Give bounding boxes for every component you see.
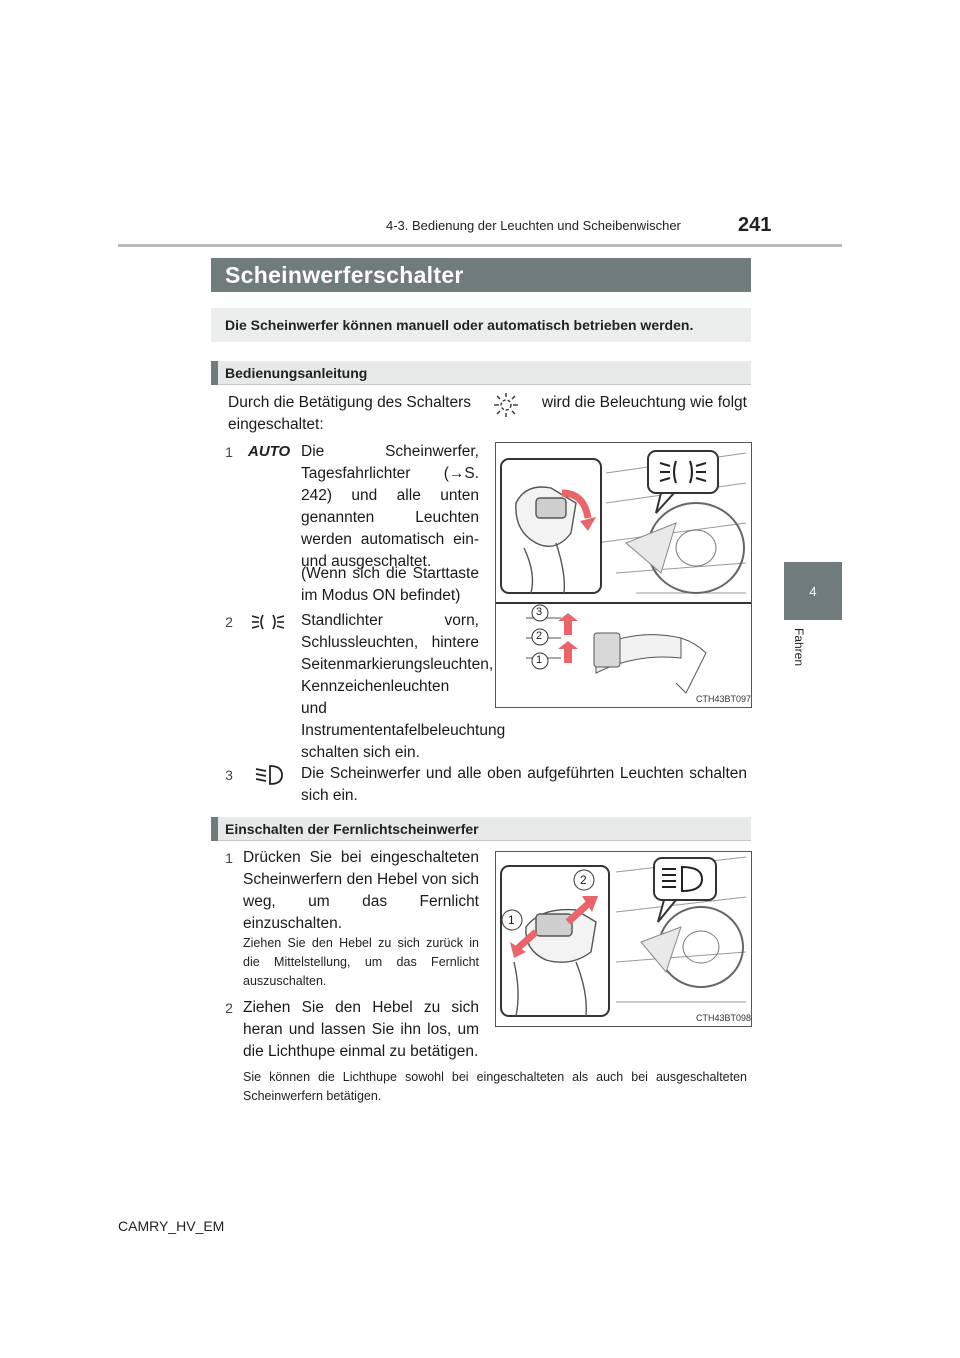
- header-rule: [118, 244, 842, 247]
- item-text-3: Die Scheinwerfer und alle oben aufgeführten Leuchten schalten sich ein.: [301, 765, 747, 804]
- figure-drawing: [496, 852, 751, 1026]
- figure-code: CTH43BT098: [696, 1013, 752, 1023]
- section-heading-text: Bedienungsanleitung: [225, 365, 368, 381]
- auto-icon: AUTO: [248, 443, 291, 460]
- lead-text-part2: wird die Beleuchtung wie folgt: [541, 394, 747, 411]
- step-number-2: 2: [225, 1000, 233, 1016]
- step-number-1: 1: [225, 850, 233, 866]
- figure-headlight-switch: [495, 442, 752, 708]
- lead-text-part1: Durch die Betätigung des Schalters: [228, 394, 471, 411]
- parking-light-icon: [250, 611, 286, 633]
- figure-code: CTH43BT097: [696, 694, 752, 704]
- footnote: Sie können die Lichthupe sowohl bei eingeschalteten als auch bei ausgeschalteten Scheinwerfern betätigen.: [243, 1070, 747, 1103]
- section-heading-operation: [211, 361, 751, 385]
- item-number-2: 2: [225, 614, 233, 630]
- chapter-tab: [784, 562, 842, 620]
- step-text-1: Drücken Sie bei eingeschalteten Scheinwerfern den Hebel von sich weg, um das Fernlicht einzuschalten.: [243, 849, 479, 932]
- step-note-1: Ziehen Sie den Hebel zu sich zurück in die Mittelstellung, um das Fernlicht auszuschalten.: [243, 936, 479, 988]
- item-text-1: Die Scheinwerfer, Tagesfahrlichter (→S. 242) und alle unten genannten Leuchten werden automatisch ein- und ausgeschaltet.: [301, 443, 479, 570]
- lead-text-line2: eingeschaltet:: [228, 416, 324, 433]
- chapter-label: [790, 628, 810, 688]
- item-text-2: Standlichter vorn, Schlussleuchten, hintere Seitenmarkierungsleuchten, Kennzeichenleuchten und Instrumententafelbeleuchtung schalten sich ein.: [301, 612, 506, 761]
- callout-1: 1: [508, 913, 515, 927]
- callout-2: 2: [536, 630, 543, 642]
- page-number: 241: [738, 214, 772, 236]
- callout-3: 3: [536, 606, 543, 618]
- callout-2: 2: [580, 873, 587, 887]
- figure-high-beam-lever: [495, 851, 752, 1027]
- low-beam-icon: [254, 763, 284, 787]
- item-number-1: 1: [225, 444, 233, 460]
- step-text-2: Ziehen Sie den Hebel zu sich heran und lassen Sie ihn los, um die Lichthupe einmal zu betätigen.: [243, 999, 479, 1060]
- footer-model: CAMRY_HV_EM: [118, 1218, 225, 1234]
- chapter-number: 4: [809, 583, 817, 599]
- page-title: Scheinwerferschalter: [211, 258, 751, 292]
- light-switch-icon: [491, 392, 521, 418]
- section-heading-text: Einschalten der Fernlichtscheinwerfer: [225, 821, 479, 837]
- intro-box: Die Scheinwerfer können manuell oder automatisch betrieben werden.: [211, 308, 751, 342]
- section-heading-highbeam: [211, 817, 751, 841]
- section-header: 4-3. Bedienung der Leuchten und Scheibenwischer: [386, 218, 681, 233]
- item-number-3: 3: [225, 767, 233, 783]
- chapter-label-text: Fahren: [792, 628, 806, 667]
- callout-1: 1: [536, 654, 543, 666]
- figure-drawing: [496, 443, 751, 707]
- item-note-1: (Wenn sich die Starttaste im Modus ON befindet): [301, 565, 479, 604]
